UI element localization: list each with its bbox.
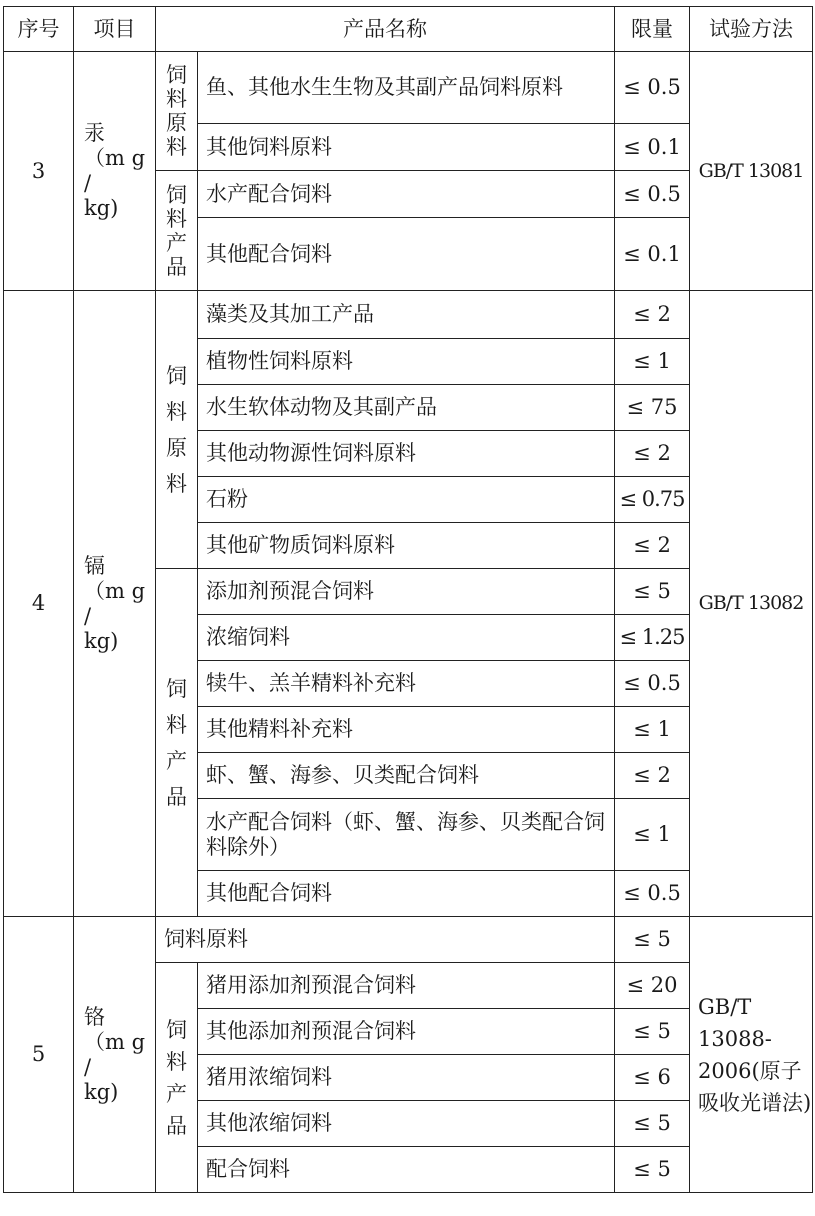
limit-value: ≤ 0.1	[615, 218, 690, 291]
product-name: 藻类及其加工产品	[198, 291, 615, 339]
limit-value: ≤ 0.5	[615, 171, 690, 218]
product-name: 水产配合饲料	[198, 171, 615, 218]
header-product: 产品名称	[156, 7, 615, 52]
item-cell	[74, 52, 156, 291]
item-unit: kg)	[84, 1079, 119, 1104]
product-name: 其他配合饲料	[198, 871, 615, 917]
product-name: 植物性饲料原料	[198, 339, 615, 385]
item-cell	[74, 917, 156, 1193]
limit-value: ≤ 20	[615, 963, 690, 1009]
product-name: 其他添加剂预混合饲料	[198, 1009, 615, 1055]
product-name: 其他动物源性饲料原料	[198, 431, 615, 477]
product-name: 石粉	[198, 477, 615, 523]
product-name: 其他配合饲料	[198, 218, 615, 291]
header-row	[4, 7, 813, 52]
limit-value: ≤ 2	[615, 753, 690, 799]
table-row	[4, 291, 813, 339]
item-unit: kg)	[84, 628, 119, 653]
item-unit: kg)	[84, 196, 119, 220]
limit-value: ≤ 0.5	[615, 871, 690, 917]
limit-value: ≤ 1.25	[615, 615, 690, 661]
table-row	[4, 917, 813, 963]
category-cell: 饲料产品	[156, 569, 198, 917]
category-cell: 饲料产品	[156, 171, 198, 291]
item-name: 铬	[84, 1004, 105, 1029]
category-cell: 饲料原料	[156, 291, 198, 569]
header-method: 试验方法	[690, 7, 813, 52]
category-cell: 饲料原料	[156, 52, 198, 171]
method-cell: GB/T 13082	[690, 291, 813, 917]
product-name: 其他浓缩饲料	[198, 1101, 615, 1147]
limit-value: ≤ 5	[615, 917, 690, 963]
limit-value: ≤ 0.1	[615, 124, 690, 171]
product-name: 其他矿物质饲料原料	[198, 523, 615, 569]
product-name: 犊牛、羔羊精料补充料	[198, 661, 615, 707]
seq-cell: 4	[4, 291, 74, 917]
table-row	[4, 52, 813, 124]
item-unit: （m g /	[84, 1029, 146, 1079]
limit-value: ≤ 0.75	[615, 477, 690, 523]
seq-cell: 3	[4, 52, 74, 291]
limit-value: ≤ 0.5	[615, 52, 690, 124]
limit-value: ≤ 2	[615, 431, 690, 477]
product-name: 其他精料补充料	[198, 707, 615, 753]
limit-value: ≤ 1	[615, 799, 690, 871]
limit-value: ≤ 5	[615, 569, 690, 615]
product-name: 虾、蟹、海参、贝类配合饲料	[198, 753, 615, 799]
product-name: 其他饲料原料	[198, 124, 615, 171]
limits-table	[3, 6, 813, 1193]
limit-value: ≤ 5	[615, 1101, 690, 1147]
category-cell: 饲料产品	[156, 963, 198, 1193]
method-cell: GB/T 13088-2006(原子吸收光谱法)	[690, 917, 813, 1193]
header-seq: 序号	[4, 7, 74, 52]
limit-value: ≤ 1	[615, 707, 690, 753]
limit-value: ≤ 0.5	[615, 661, 690, 707]
header-limit: 限量	[615, 7, 690, 52]
item-unit: （m g /	[84, 578, 146, 628]
item-cell	[74, 291, 156, 917]
limit-value: ≤ 5	[615, 1147, 690, 1193]
header-item: 项目	[74, 7, 156, 52]
item-unit: （m g /	[84, 146, 146, 195]
seq-cell: 5	[4, 917, 74, 1193]
item-name: 镉	[84, 553, 105, 578]
product-name: 猪用添加剂预混合饲料	[198, 963, 615, 1009]
limit-value: ≤ 6	[615, 1055, 690, 1101]
limit-value: ≤ 2	[615, 523, 690, 569]
product-name: 水生软体动物及其副产品	[198, 385, 615, 431]
item-name: 汞	[84, 121, 105, 145]
method-cell: GB/T 13081	[690, 52, 813, 291]
product-name: 配合饲料	[198, 1147, 615, 1193]
limit-value: ≤ 1	[615, 339, 690, 385]
limit-value: ≤ 2	[615, 291, 690, 339]
limit-value: ≤ 75	[615, 385, 690, 431]
product-name: 猪用浓缩饲料	[198, 1055, 615, 1101]
product-name: 饲料原料	[156, 917, 615, 963]
product-name: 水产配合饲料（虾、蟹、海参、贝类配合饲料除外）	[198, 799, 615, 871]
product-name: 鱼、其他水生生物及其副产品饲料原料	[198, 52, 615, 124]
limit-value: ≤ 5	[615, 1009, 690, 1055]
product-name: 添加剂预混合饲料	[198, 569, 615, 615]
product-name: 浓缩饲料	[198, 615, 615, 661]
